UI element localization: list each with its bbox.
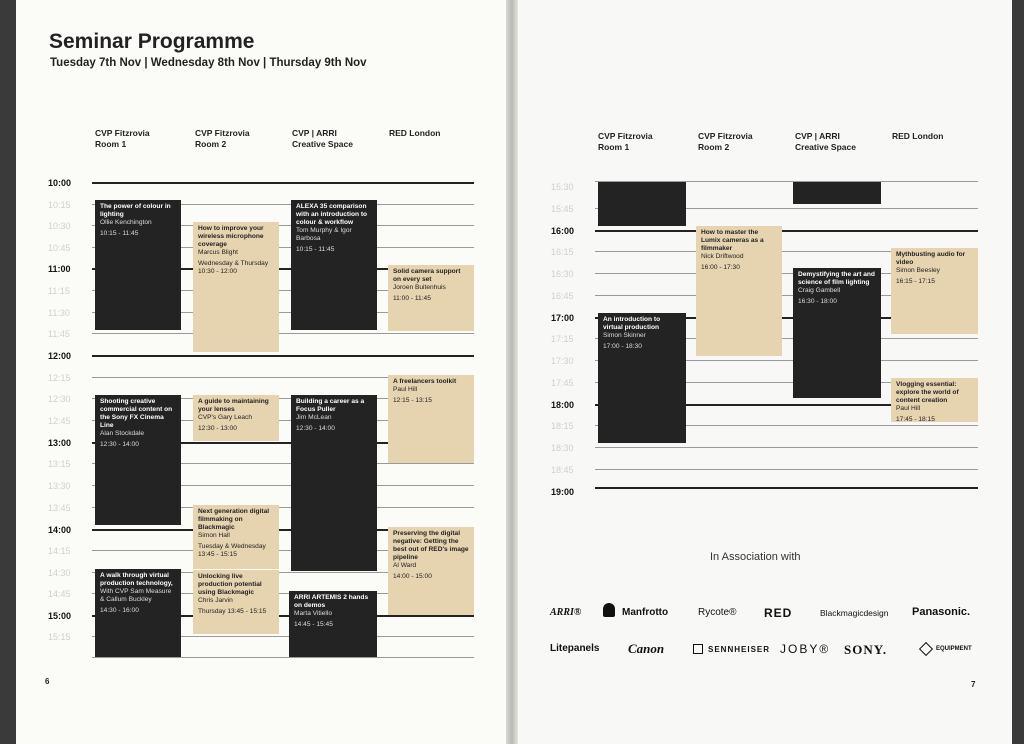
time-label: 10:30 (48, 221, 71, 231)
session-block[interactable] (793, 268, 881, 398)
equipment-logo: EQUIPMENT (936, 646, 972, 652)
session-block[interactable] (193, 395, 279, 441)
session-title: Vlogging essential: explore the world of content creation (896, 381, 959, 404)
session-title: Unlocking live production potential using Blackmagic (198, 573, 262, 596)
session-time: Tuesday & Wednesday 13:45 - 15:15 (198, 543, 266, 558)
time-label: 13:30 (48, 481, 71, 491)
session-speaker: CVP's Gary Leach (198, 414, 253, 421)
time-label: 14:45 (48, 589, 71, 599)
time-label: 11:30 (48, 308, 70, 318)
session-speaker: With CVP Sam Measure & Callum Buckley (100, 588, 172, 603)
litepanels-logo: Litepanels (550, 643, 600, 654)
session-title: ALEXA 35 comparison with an introduction to colour & workflow (296, 203, 368, 226)
time-label: 15:00 (48, 611, 72, 621)
session-speaker: Paul Hill (393, 386, 418, 393)
grid-line (595, 469, 978, 470)
grid-line (92, 657, 474, 658)
session-speaker: Marcus Blight (198, 249, 238, 256)
time-label: 18:00 (551, 400, 575, 410)
session-speaker: Marta Vitiello (294, 610, 332, 617)
page-number: 7 (971, 680, 976, 689)
session-block[interactable] (291, 200, 377, 330)
time-label: 17:45 (551, 378, 574, 388)
session-speaker: Simon Hall (198, 532, 230, 539)
session-title: An introduction to virtual production (603, 316, 661, 331)
session-title: Mythbusting audio for video (896, 251, 966, 266)
session-block[interactable] (891, 248, 978, 334)
time-label: 10:15 (48, 200, 71, 210)
arri-logo: ARRI® (550, 607, 582, 618)
session-speaker: Paul Hill (896, 405, 921, 412)
unavailable-slot (793, 182, 881, 204)
session-speaker: Simon Skinner (603, 332, 646, 339)
session-title: A guide to maintaining your lenses (198, 398, 269, 413)
grid-line-hour (595, 487, 978, 489)
page-number: 6 (45, 677, 50, 686)
session-time: 14:30 - 16:00 (100, 607, 139, 614)
session-speaker: Al Ward (393, 562, 417, 569)
session-block[interactable] (193, 570, 279, 634)
session-title: A freelancers toolkit (393, 378, 457, 385)
session-time: 10:15 - 11:45 (100, 230, 139, 237)
grid-line-hour (595, 230, 978, 232)
session-speaker: Joroen Buitenhuis (393, 284, 446, 291)
session-title: The power of colour in lighting (100, 203, 171, 218)
session-time: 16:00 - 17:30 (701, 264, 740, 271)
session-block[interactable] (95, 395, 181, 525)
session-time: 16:30 - 18:00 (798, 298, 837, 305)
blackmagic-logo: Blackmagicdesign (820, 608, 889, 618)
column-header-fitzrovia-room1: CVP Fitzrovia Room 1 (95, 128, 150, 149)
column-header-fitzrovia-room2: CVP Fitzrovia Room 2 (195, 128, 250, 149)
session-time: 17:00 - 18:30 (603, 343, 642, 350)
session-speaker: Jim McLean (296, 414, 332, 421)
session-block[interactable] (388, 375, 474, 463)
time-label: 14:30 (48, 568, 71, 578)
page-gutter (506, 0, 518, 744)
manfrotto-logo: Manfrotto (622, 607, 669, 618)
time-label: 17:30 (551, 356, 574, 366)
sennheiser-icon (693, 644, 703, 654)
unavailable-slot (598, 182, 686, 226)
grid-line (92, 333, 474, 334)
time-label: 14:00 (48, 525, 72, 535)
right-page (514, 0, 1012, 744)
session-time: 11:00 - 11:45 (393, 295, 431, 302)
column-header-arri-creative-space: CVP | ARRI Creative Space (292, 128, 353, 149)
time-label: 19:00 (551, 487, 575, 497)
grid-line-hour (92, 355, 474, 357)
time-label: 16:30 (551, 269, 574, 279)
session-title: A walk through virtual production technology, (100, 572, 173, 587)
time-label: 15:45 (551, 204, 574, 214)
session-title: Next generation digital filmmaking on Blackmagic (198, 508, 270, 531)
session-block[interactable] (891, 378, 978, 422)
column-header-fitzrovia-room2: CVP Fitzrovia Room 2 (698, 131, 753, 152)
session-speaker: Craig Gambell (798, 287, 841, 294)
column-header-red-london: RED London (892, 131, 944, 141)
time-label: 18:30 (551, 443, 574, 453)
time-label: 16:00 (551, 226, 575, 236)
joby-logo: JOBY® (780, 642, 831, 656)
time-label: 10:00 (48, 178, 72, 188)
session-time: 12:15 - 13:15 (393, 397, 432, 404)
session-time: 12:30 - 13:00 (198, 425, 237, 432)
time-label: 11:15 (48, 286, 70, 296)
session-time: 12:30 - 14:00 (100, 441, 139, 448)
sony-logo: SONY. (844, 642, 888, 657)
time-label: 10:45 (48, 243, 71, 253)
time-label: 17:15 (551, 334, 574, 344)
time-label: 13:45 (48, 503, 71, 513)
session-block[interactable] (193, 505, 279, 569)
session-speaker: Alan Stockdale (100, 430, 144, 437)
session-title: Demystifying the art and science of film lighting (798, 271, 875, 286)
time-label: 13:15 (48, 459, 71, 469)
session-time: 12:30 - 14:00 (296, 425, 335, 432)
session-title: Shooting creative commercial content on the Sony FX Cinema Line (100, 398, 173, 429)
time-label: 12:30 (48, 394, 71, 404)
time-label: 11:00 (48, 264, 71, 274)
session-block[interactable] (289, 591, 377, 657)
grid-line (595, 447, 978, 448)
page-subtitle: Tuesday 7th Nov | Wednesday 8th Nov | Thursday 9th Nov (50, 57, 367, 69)
page-title: Seminar Programme (49, 30, 255, 53)
session-time: Thursday 13:45 - 15:15 (198, 608, 267, 615)
time-label: 18:15 (551, 421, 574, 431)
session-time: 14:45 - 15:45 (294, 621, 333, 628)
session-block[interactable] (598, 313, 686, 443)
session-title: How to improve your wireless microphone coverage (198, 225, 264, 248)
session-speaker: Simon Beesley (896, 267, 940, 274)
session-block[interactable] (388, 265, 474, 331)
session-title: ARRI ARTEMIS 2 hands on demos (294, 594, 369, 609)
time-label: 16:15 (551, 247, 574, 257)
time-label: 15:15 (48, 632, 71, 642)
session-speaker: Chris Jarvin (198, 597, 233, 604)
session-title: Solid camera support on every set (393, 268, 461, 283)
rycote-logo: Rycote® (698, 607, 737, 618)
time-label: 12:00 (48, 351, 72, 361)
session-title: Building a career as a Focus Puller (296, 398, 365, 413)
time-label: 14:15 (48, 546, 71, 556)
red-logo: RED (764, 606, 793, 620)
time-label: 17:00 (551, 313, 575, 323)
session-speaker: Tom Murphy & Igor Barbosa (296, 227, 352, 242)
time-label: 13:00 (48, 438, 72, 448)
session-time: 10:15 - 11:45 (296, 246, 335, 253)
grid-line-hour (92, 182, 474, 184)
canon-logo: Canon (628, 641, 665, 656)
session-block[interactable] (95, 200, 181, 330)
time-label: 15:30 (551, 182, 574, 192)
session-time: 17:45 - 18:15 (896, 416, 935, 422)
time-label: 18:45 (551, 465, 574, 475)
session-time: 14:00 - 15:00 (393, 573, 432, 580)
column-header-fitzrovia-room1: CVP Fitzrovia Room 1 (598, 131, 653, 152)
session-time: Wednesday & Thursday 10:30 - 12:00 (198, 260, 269, 275)
session-speaker: Nick Driftwood (701, 253, 744, 260)
time-label: 11:45 (48, 329, 70, 339)
session-block[interactable] (95, 569, 181, 657)
association-heading: In Association with (710, 551, 801, 563)
time-label: 12:45 (48, 416, 71, 426)
session-title: How to master the Lumix cameras as a filmmaker (701, 229, 764, 252)
sennheiser-logo: SENNHEISER (708, 645, 771, 654)
session-time: 16:15 - 17:15 (896, 278, 935, 285)
manfrotto-icon (603, 603, 615, 617)
session-speaker: Ollie Kenchington (100, 219, 152, 226)
session-block[interactable] (193, 222, 279, 352)
time-label: 12:15 (48, 373, 71, 383)
session-title: Preserving the digital negative: Getting the best out of RED's image pipeline (393, 530, 469, 561)
session-block[interactable] (696, 226, 782, 356)
panasonic-logo: Panasonic. (912, 606, 971, 618)
session-block[interactable] (291, 395, 377, 571)
column-header-arri-creative-space: CVP | ARRI Creative Space (795, 131, 856, 152)
column-header-red-london: RED London (389, 128, 441, 138)
session-block[interactable] (388, 527, 474, 615)
time-label: 16:45 (551, 291, 574, 301)
